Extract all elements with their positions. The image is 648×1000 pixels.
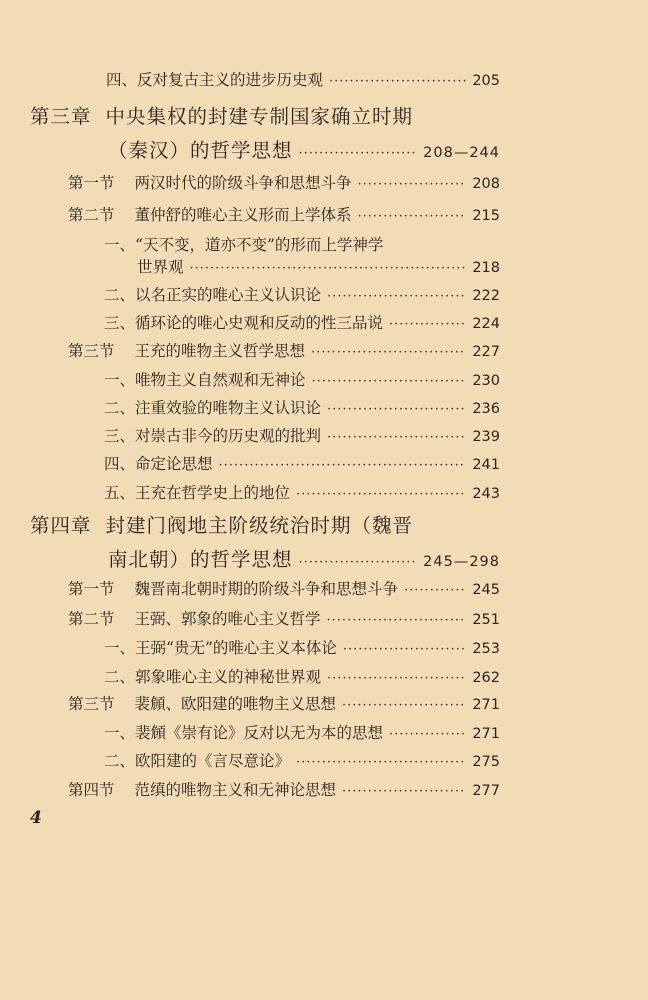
section-label: 第二节 <box>68 206 115 224</box>
chapter-title-cont: （秦汉）的哲学思想 <box>108 139 293 162</box>
toc-entry <box>104 636 500 658</box>
entry-title: 循环论的唯心史观和反动的性三品说 <box>135 314 384 332</box>
leader-dots <box>358 177 467 192</box>
leader-dots <box>296 755 466 770</box>
section-title: 魏晋南北朝时期的阶级斗争和思想斗争 <box>134 580 399 598</box>
toc-entry <box>104 749 500 771</box>
leader-dots <box>299 146 418 161</box>
chapter-label: 第四章 <box>30 514 92 537</box>
leader-dots <box>219 458 467 473</box>
leader-dots <box>389 727 466 742</box>
entry-label: 三、 <box>104 427 136 445</box>
chapter-label: 第三章 <box>30 105 92 128</box>
toc-entry <box>104 424 500 446</box>
chapter-title: 中央集权的封建专制国家确立时期 <box>105 105 414 128</box>
toc-entry <box>104 233 500 255</box>
toc-entry <box>104 368 500 390</box>
entry-label: 四、 <box>106 71 138 89</box>
chapter-heading <box>30 510 413 538</box>
leader-dots <box>296 487 466 502</box>
toc-section <box>68 607 500 629</box>
section-label: 第三节 <box>68 695 115 713</box>
chapter-heading-cont <box>108 135 500 163</box>
leader-dots <box>327 289 466 304</box>
leader-dots <box>311 345 466 360</box>
leader-dots <box>312 374 467 389</box>
leader-dots <box>358 209 467 224</box>
section-title: 王弼、郭象的唯心主义哲学 <box>134 610 321 628</box>
chapter-title-cont: 南北朝）的哲学思想 <box>108 548 293 571</box>
entry-label: 二、 <box>104 399 136 417</box>
entry-title: 郭象唯心主义的神秘世界观 <box>135 668 322 686</box>
page-number: 4 <box>30 808 42 828</box>
leader-dots <box>404 583 466 598</box>
section-page: 245 <box>472 582 500 598</box>
section-label: 第四节 <box>68 781 115 799</box>
entry-label: 三、 <box>104 314 136 332</box>
entry-page: 222 <box>472 288 500 304</box>
section-label: 第三节 <box>68 342 115 360</box>
toc-entry <box>104 396 500 418</box>
entry-title: 注重效验的唯物主义认识论 <box>135 399 322 417</box>
toc-entry <box>104 311 500 333</box>
entry-label: 一、 <box>104 236 136 254</box>
section-title: 裴頠、欧阳建的唯物主义思想 <box>134 695 337 713</box>
leader-dots <box>342 698 466 713</box>
entry-label: 二、 <box>104 668 136 686</box>
section-page: 277 <box>472 783 500 799</box>
entry-title: 唯物主义自然观和无神论 <box>135 371 306 389</box>
entry-page: 239 <box>472 429 500 445</box>
entry-page: 218 <box>472 260 500 276</box>
entry-page: 275 <box>472 754 500 770</box>
entry-title: 命定论思想 <box>135 455 213 473</box>
toc-section <box>68 692 500 714</box>
entry-label: 二、 <box>104 752 136 770</box>
leader-dots <box>389 317 466 332</box>
leader-dots <box>190 261 467 276</box>
entry-label: 一、 <box>104 639 136 657</box>
section-page: 251 <box>472 612 500 628</box>
entry-page: 262 <box>472 670 500 686</box>
section-title: 范缜的唯物主义和无神论思想 <box>134 781 337 799</box>
entry-page: 271 <box>472 726 500 742</box>
toc-entry <box>104 283 500 305</box>
section-page: 215 <box>472 208 500 224</box>
toc-entry-cont <box>137 255 500 277</box>
entry-page: 241 <box>472 457 500 473</box>
toc-section <box>68 171 500 193</box>
section-page: 227 <box>472 344 500 360</box>
chapter-page-range: 245—298 <box>423 554 500 570</box>
section-title: 王充的唯物主义哲学思想 <box>134 342 306 360</box>
toc-entry <box>104 665 500 687</box>
entry-title: 王弼“贵无”的唯心主义本体论 <box>135 639 337 657</box>
toc-section <box>68 339 500 361</box>
entry-title: 反对复古主义的进步历史观 <box>137 71 324 89</box>
chapter-heading-cont <box>108 544 500 572</box>
entry-page: 230 <box>472 373 500 389</box>
chapter-heading <box>30 101 413 129</box>
entry-title-cont: 世界观 <box>137 258 184 276</box>
leader-dots <box>327 613 467 628</box>
entry-title: 以名正实的唯心主义认识论 <box>135 286 322 304</box>
entry-label: 五、 <box>104 484 136 502</box>
entry-label: 二、 <box>104 286 136 304</box>
section-page: 271 <box>472 697 500 713</box>
entry-title: 对崇古非今的历史观的批判 <box>135 427 322 445</box>
entry-label: 四、 <box>104 455 136 473</box>
entry-page: 236 <box>472 401 500 417</box>
section-label: 第一节 <box>68 174 115 192</box>
entry-page: 253 <box>472 641 500 657</box>
leader-dots <box>327 402 466 417</box>
leader-dots <box>327 430 466 445</box>
toc-entry <box>106 68 500 90</box>
entry-page: 205 <box>472 73 500 89</box>
entry-label: 一、 <box>104 371 136 389</box>
section-title: 两汉时代的阶级斗争和思想斗争 <box>134 174 352 192</box>
toc-section <box>68 577 500 599</box>
section-title: 董仲舒的唯心主义形而上学体系 <box>134 206 352 224</box>
entry-page: 224 <box>472 316 500 332</box>
chapter-title: 封建门阀地主阶级统治时期（魏晋 <box>105 514 414 537</box>
leader-dots <box>342 784 466 799</box>
toc-entry <box>104 721 500 743</box>
toc-section <box>68 778 500 800</box>
chapter-page-range: 208—244 <box>423 145 500 161</box>
entry-title: “天不变，道亦不变”的形而上学神学 <box>135 236 384 254</box>
entry-title: 裴頠《崇有论》反对以无为本的思想 <box>135 724 384 742</box>
section-page: 208 <box>472 176 500 192</box>
entry-page: 243 <box>472 486 500 502</box>
leader-dots <box>327 671 466 686</box>
entry-title: 王充在哲学史上的地位 <box>135 484 291 502</box>
section-label: 第二节 <box>68 610 115 628</box>
leader-dots <box>343 642 466 657</box>
toc-entry <box>104 481 500 503</box>
entry-title: 欧阳建的《言尽意论》 <box>135 752 291 770</box>
toc-section <box>68 203 500 225</box>
entry-label: 一、 <box>104 724 136 742</box>
toc-entry <box>104 452 500 474</box>
leader-dots <box>299 555 418 570</box>
leader-dots <box>329 74 466 89</box>
section-label: 第一节 <box>68 580 115 598</box>
